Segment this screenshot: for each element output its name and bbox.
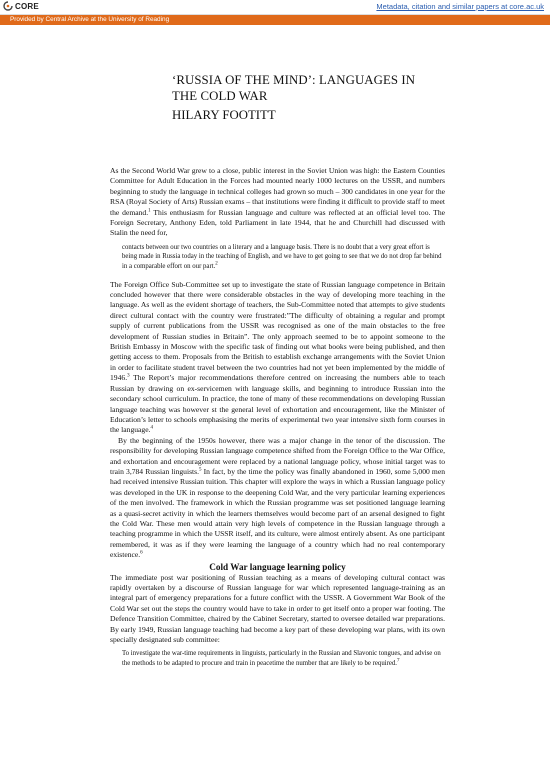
article-header [110,72,445,123]
core-logo-icon [3,1,13,11]
block-quote-2: To investigate the war-time requirements in linguists, particularly in the Russian and Slavonic tongues, and advise on the methods to be adapted to procure and train in peacetime the number that are likely to be required.$^7$ [122,650,441,668]
article-title [172,72,445,104]
title-line-2: THE COLD WAR [172,89,268,103]
footnote-ref: 5 [199,467,202,473]
footnote-ref: 2 [215,261,218,267]
article-author: HILARY FOOTITT [172,108,276,122]
top-bar [0,0,550,15]
footnote-ref: 6 [140,550,143,556]
core-logo[interactable] [3,1,39,11]
provenance-banner [0,15,550,25]
paragraph-3: By the beginning of the 1950s however, there was a major change in the tenor of the discussion. The responsibility for developing Russian language competence shifted from the Foreign Office to the War Office, and exhortation and encouragement were replaced by a national language policy, whose initial target was to train 3,784 Russian linguists.$^5$ In fact, by the time the policy was finally abandoned in 1960, some 5,000 men had received intensive Russian tuition. This chapter will explore the ways in which a Russian language policy was developed in the UK in response to the deepening Cold War, and the very particular learning experiences of the men involved. The framework in which the Russian programme was set positioned language learning as a quasi-secret activity in which the learners themselves would become part of an arsenal designed to fight the Cold War. These men would attain very high levels of competence in the Russian language through a teaching programme in which the USSR itself, and its culture, were almost entirely absent. As one participant remembered, it was as if they were learning the language of a country which had no real contemporary existence.$^6$ [110,435,445,560]
title-line-1: ‘RUSSIA OF THE MIND’: LANGUAGES IN [172,73,416,87]
footnote-ref: 4 [150,425,153,431]
paragraph-1: As the Second World War grew to a close, public interest in the Soviet Union was high: the Eastern Counties Committee for Adult Education in the Forces had mounted nearly 1000 lectures on the USSR, and numbers beginning to study the language in technical colleges had grown so much – 300 candidates in one year for the RSA (Royal Society of Arts) Russian exams – that institutions were finding it difficult to provide staff to meet the demand.$^1$ This enthusiasm for Russian language and culture was reflected at an official level too. The Foreign Secretary, Anthony Eden, told Parliament in late 1944, that he and Churchill had discussed with Stalin the need for, [110,166,445,238]
paragraph-2: The Foreign Office Sub-Committee set up to investigate the state of Russian language competence in Britain concluded however that there were considerable obstacles in the way of developing more teaching in the language. As well as the evident shortage of teachers, the Sub-Committee noted that attempts to give students direct cultural contact with the country were frustrated:”The difficulty of obtaining a regular and prompt supply of current publications from the USSR was recognised as one of the main obstacles to the free development of Russian studies in Britain”. The only approach seemed to be to appoint someone to the British Embassy in Moscow with the specific task of finding out what books were being published, and then getting access to them. Proposals from the British to establish exchange arrangements with the Soviet Union in order to facilitate student travel between the two countries had not yet been implemented by the middle of 1946.$^3$ The Report’s major recommendations therefore centred on increasing the numbers able to teach Russian by drawing on ex-servicemen with language skills, and beginning to introduce Russian into the secondary school curriculum. In practice, the tone of many of these recommendations on developing Russian language teaching was however st the general level of exhortation and encouragement, like the Minister of Education’s letter to schools emphasising the merits of experimental two year intensive sixth form courses in the language.$^4$ [110,279,445,435]
block-quote-1: contacts between our two countries on a literary and a language basis. There is no doubt that a very great effort is being made in Russia today in the teaching of English, and we have to get going to see that we do not drop far behind in a comparable effort on our part.$^2$ [122,243,442,271]
metadata-link[interactable]: Metadata, citation and similar papers at core.ac.uk [376,2,544,11]
article-body [110,166,445,677]
core-logo-text: CORE [15,1,39,11]
footnote-ref: 7 [396,658,400,664]
provenance-text[interactable]: Provided by Central Archive at the University of Reading [10,16,170,23]
footnote-ref: 3 [127,373,130,379]
footnote-ref: 1 [148,208,151,214]
paragraph-4: The immediate post war positioning of Russian teaching as a means of developing cultural contact was rapidly overtaken by a discourse of Russian language for war which represented language-training as an integral part of emergency preparations for a future conflict with the USSR. A Government War Book of the Cold War set out the steps the country would have to take in order to get itself onto a proper war footing. The Defence Transition Committee, chaired by the Cabinet Secretary, started to oversee detailed war preparations. By early 1949, Russian language teaching had become a key part of these developing war plans, with its own specially designated sub committee: [110,572,445,645]
section-heading: Cold War language learning policy [209,561,346,572]
